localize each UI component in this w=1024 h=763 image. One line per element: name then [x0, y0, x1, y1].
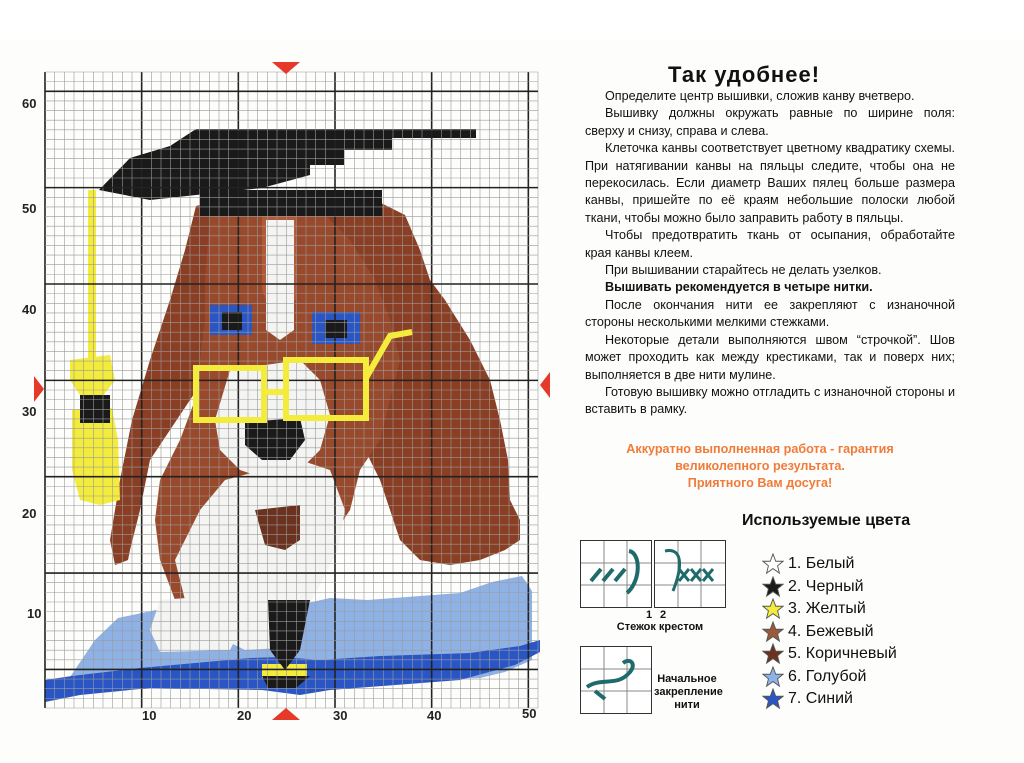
cross-stitch-caption: Стежок крестом: [616, 621, 704, 633]
y-label-40: 40: [22, 302, 37, 317]
cross-stitch-pattern: [0, 40, 560, 730]
color-star-icon: [762, 643, 784, 665]
cross-stitch-2-illustration: [655, 541, 725, 607]
instruction-paragraph: Клеточка канвы соответствует цветному квадратику схемы. При натягивании канвы на пяльцы следите, чтобы она не перекосилась. Если диаметр Ваших пялец больше размера канвы, пришейте по её краям небольшие полоски любой ткани, чтобы можно было заправить работу в пяльцы.: [585, 141, 955, 225]
anchor-caption-line: закрепление: [654, 686, 723, 698]
instruction-paragraph: После окончания нити ее закрепляют с изнаночной стороны несколькими мелкими стежками.: [585, 297, 955, 330]
legend-item: [762, 666, 897, 689]
legend-item: [762, 576, 897, 599]
instructions-title: Так удобнее!: [668, 62, 821, 87]
instructions-body: [585, 88, 955, 419]
instruction-paragraph-bold: Вышивать рекомендуется в четыре нитки.: [605, 280, 873, 295]
top-band: [0, 0, 1024, 40]
anchor-stitch-caption: [654, 673, 723, 712]
anchor-stitch-illustration: [581, 647, 651, 713]
instruction-paragraph: Вышивку должны окружать равные по ширине поля: сверху и снизу, справа и слева.: [585, 106, 955, 138]
instruction-paragraph: При вышивании старайтесь не делать узелков.: [605, 263, 882, 278]
anchor-caption-line: нити: [674, 699, 700, 711]
stitch-step-1: 1: [646, 609, 653, 621]
legend-item: [762, 643, 897, 666]
y-label-60: 60: [22, 96, 37, 111]
promo-line: Аккуратно выполненная работа - гарантия: [626, 442, 894, 456]
promo-line: Приятного Вам досуга!: [687, 476, 833, 490]
instruction-paragraph: Готовую вышивку можно отгладить с изнаночной стороны и вставить в рамку.: [585, 384, 955, 417]
y-label-30: 30: [22, 404, 37, 419]
y-label-20: 20: [22, 506, 37, 521]
legend-label: 3. Желтый: [788, 600, 866, 618]
legend-item: [762, 598, 897, 621]
cross-stitch-diagram-2: [654, 540, 726, 608]
instruction-paragraph: Чтобы предотвратить ткань от осыпания, обработайте края канвы клеем.: [585, 228, 955, 260]
color-star-icon: [762, 598, 784, 620]
stitch-step-2: 2: [660, 609, 667, 621]
cross-stitch-1-illustration: [581, 541, 651, 607]
x-label-50: 50: [522, 706, 537, 721]
y-label-50: 50: [22, 201, 37, 216]
x-label-30: 30: [333, 708, 348, 723]
color-star-icon: [762, 576, 784, 598]
legend-title: Используемые цвета: [742, 512, 911, 529]
legend-item: [762, 688, 897, 711]
legend-item: [762, 621, 897, 644]
instruction-paragraph: Определите центр вышивки, сложив канву вчетверо.: [605, 89, 915, 103]
center-marker-bottom: [272, 708, 300, 720]
anchor-caption-line: Начальное: [657, 673, 717, 685]
legend-label: 7. Синий: [788, 690, 853, 708]
tassel-knot: [70, 355, 115, 400]
legend-item: [762, 553, 897, 576]
dog-paws-white: [150, 595, 240, 652]
color-star-icon: [762, 666, 784, 688]
legend-label: 2. Черный: [788, 577, 864, 595]
dog-white-blaze: [266, 220, 294, 340]
anchor-stitch-diagram: [580, 646, 652, 714]
color-star-icon: [762, 688, 784, 710]
cross-stitch-diagram-1: [580, 540, 652, 608]
legend-label: 6. Голубой: [788, 667, 867, 685]
color-star-icon: [762, 553, 784, 575]
center-marker-right: [540, 372, 550, 398]
legend-label: 5. Коричневый: [788, 645, 897, 663]
color-legend: [762, 553, 897, 711]
instruction-paragraph: Некоторые детали выполняются швом “строчкой”. Шов может проходить как между крестиками, так и поверх них; выполняется в две нити мулине.: [585, 332, 955, 382]
x-label-40: 40: [427, 708, 442, 723]
x-label-10: 10: [142, 708, 157, 723]
center-marker-left: [34, 376, 44, 402]
tassel-cord: [88, 190, 96, 360]
promo-text: [600, 441, 920, 492]
color-star-icon: [762, 621, 784, 643]
y-label-10: 10: [27, 606, 42, 621]
graduation-cap-base: [200, 190, 382, 216]
legend-label: 4. Бежевый: [788, 622, 874, 640]
x-label-20: 20: [237, 708, 252, 723]
legend-label: 1. Белый: [788, 555, 855, 573]
promo-line: великолепного результата.: [675, 459, 845, 473]
